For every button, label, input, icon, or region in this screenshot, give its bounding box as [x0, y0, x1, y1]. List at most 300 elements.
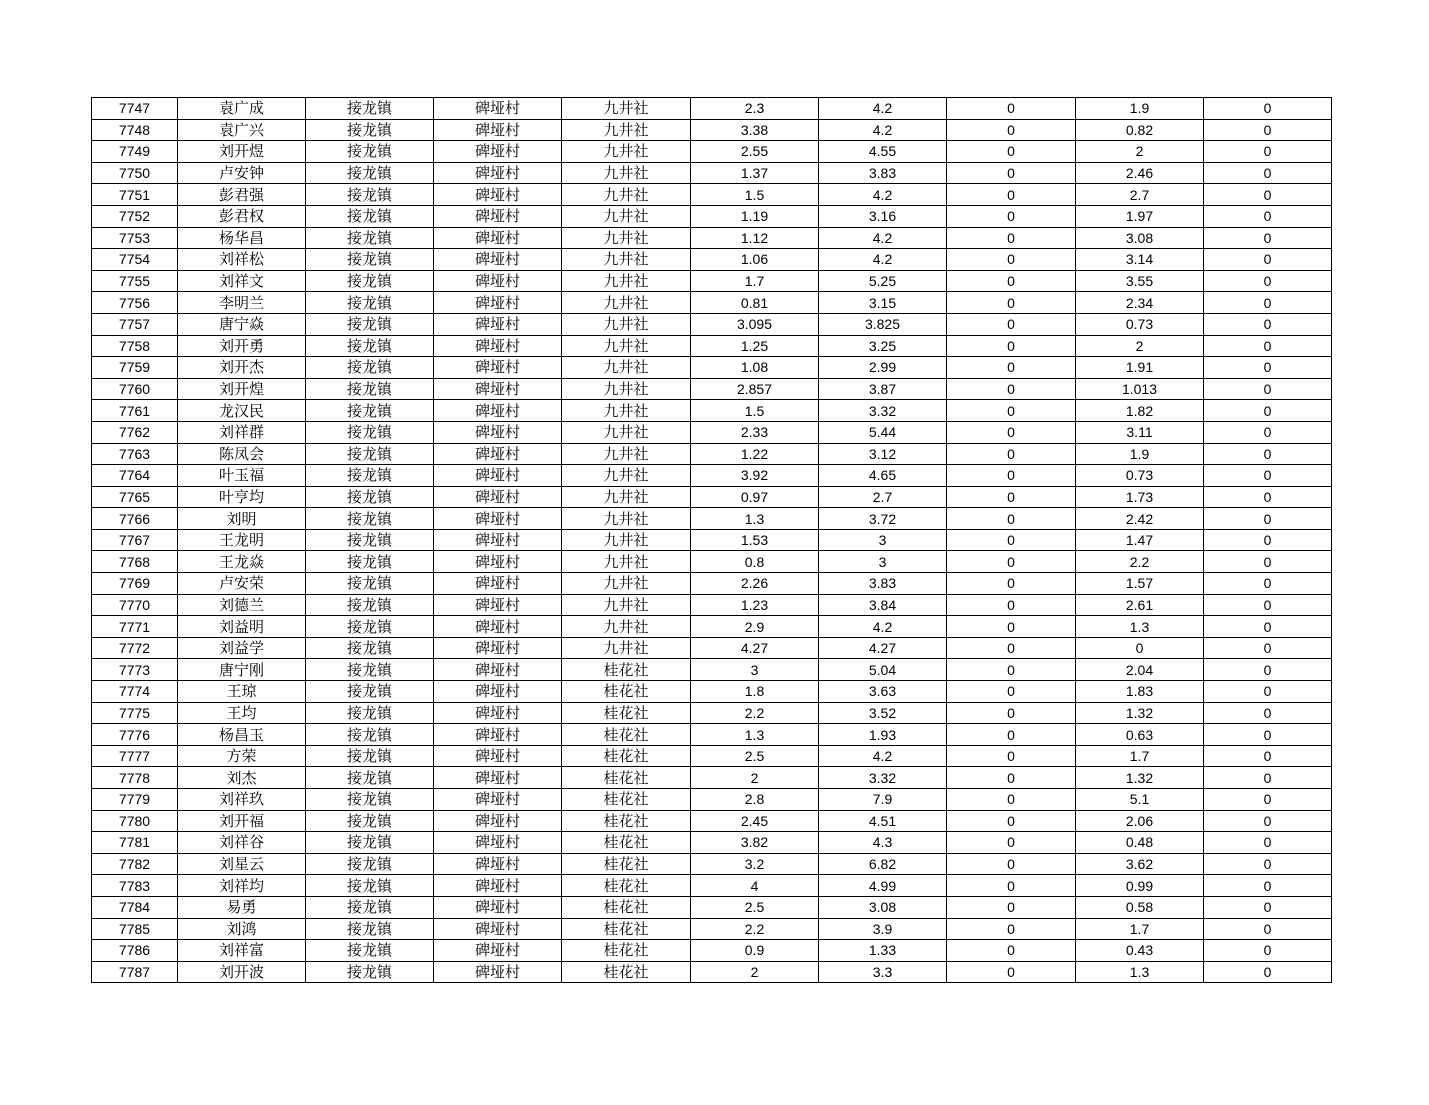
- group-cell: 九井社: [562, 119, 691, 141]
- id-cell: 7776: [92, 724, 178, 746]
- table-row: [92, 659, 1332, 681]
- value-e-cell: 0: [1204, 637, 1332, 659]
- value-e-cell: 0: [1204, 940, 1332, 962]
- table-row: [92, 896, 1332, 918]
- value-a-cell: 0.97: [691, 486, 819, 508]
- value-b-cell: 3.12: [819, 443, 947, 465]
- town-cell: 接龙镇: [306, 378, 434, 400]
- town-cell: 接龙镇: [306, 508, 434, 530]
- name-cell: 刘益明: [178, 616, 306, 638]
- town-cell: 接龙镇: [306, 573, 434, 595]
- value-e-cell: 0: [1204, 724, 1332, 746]
- group-cell: 九井社: [562, 508, 691, 530]
- value-c-cell: 0: [947, 184, 1076, 206]
- town-cell: 接龙镇: [306, 745, 434, 767]
- town-cell: 接龙镇: [306, 940, 434, 962]
- value-b-cell: 3.25: [819, 335, 947, 357]
- name-cell: 刘开杰: [178, 357, 306, 379]
- value-e-cell: 0: [1204, 789, 1332, 811]
- table-row: [92, 529, 1332, 551]
- town-cell: 接龙镇: [306, 616, 434, 638]
- village-cell: 碑垭村: [434, 702, 562, 724]
- table-row: [92, 141, 1332, 163]
- value-a-cell: 2.8: [691, 789, 819, 811]
- value-c-cell: 0: [947, 681, 1076, 703]
- group-cell: 九井社: [562, 205, 691, 227]
- value-c-cell: 0: [947, 853, 1076, 875]
- group-cell: 九井社: [562, 141, 691, 163]
- value-e-cell: 0: [1204, 875, 1332, 897]
- village-cell: 碑垭村: [434, 292, 562, 314]
- value-e-cell: 0: [1204, 896, 1332, 918]
- group-cell: 九井社: [562, 357, 691, 379]
- value-d-cell: 1.91: [1076, 357, 1204, 379]
- group-cell: 九井社: [562, 162, 691, 184]
- table-row: [92, 162, 1332, 184]
- value-b-cell: 3.87: [819, 378, 947, 400]
- value-a-cell: 1.08: [691, 357, 819, 379]
- name-cell: 刘祥富: [178, 940, 306, 962]
- value-a-cell: 1.22: [691, 443, 819, 465]
- village-cell: 碑垭村: [434, 767, 562, 789]
- group-cell: 九井社: [562, 98, 691, 120]
- value-e-cell: 0: [1204, 681, 1332, 703]
- value-d-cell: 1.47: [1076, 529, 1204, 551]
- value-e-cell: 0: [1204, 508, 1332, 530]
- id-cell: 7779: [92, 789, 178, 811]
- id-cell: 7759: [92, 357, 178, 379]
- value-a-cell: 3.92: [691, 465, 819, 487]
- village-cell: 碑垭村: [434, 832, 562, 854]
- value-d-cell: 0.43: [1076, 940, 1204, 962]
- village-cell: 碑垭村: [434, 810, 562, 832]
- group-cell: 九井社: [562, 616, 691, 638]
- value-d-cell: 1.013: [1076, 378, 1204, 400]
- value-b-cell: 7.9: [819, 789, 947, 811]
- value-a-cell: 2: [691, 961, 819, 983]
- table-row: [92, 918, 1332, 940]
- town-cell: 接龙镇: [306, 141, 434, 163]
- value-c-cell: 0: [947, 357, 1076, 379]
- name-cell: 王龙明: [178, 529, 306, 551]
- id-cell: 7747: [92, 98, 178, 120]
- value-a-cell: 2.5: [691, 896, 819, 918]
- value-d-cell: 3.11: [1076, 421, 1204, 443]
- table-row: [92, 98, 1332, 120]
- name-cell: 刘开煜: [178, 141, 306, 163]
- name-cell: 叶亨均: [178, 486, 306, 508]
- town-cell: 接龙镇: [306, 767, 434, 789]
- value-d-cell: 2.2: [1076, 551, 1204, 573]
- town-cell: 接龙镇: [306, 659, 434, 681]
- value-d-cell: 2.46: [1076, 162, 1204, 184]
- name-cell: 刘益学: [178, 637, 306, 659]
- value-a-cell: 1.37: [691, 162, 819, 184]
- name-cell: 卢安钟: [178, 162, 306, 184]
- group-cell: 桂花社: [562, 724, 691, 746]
- value-d-cell: 3.55: [1076, 270, 1204, 292]
- group-cell: 九井社: [562, 551, 691, 573]
- value-c-cell: 0: [947, 594, 1076, 616]
- id-cell: 7777: [92, 745, 178, 767]
- village-cell: 碑垭村: [434, 594, 562, 616]
- value-c-cell: 0: [947, 529, 1076, 551]
- village-cell: 碑垭村: [434, 875, 562, 897]
- table-row: [92, 378, 1332, 400]
- value-e-cell: 0: [1204, 616, 1332, 638]
- table-row: [92, 227, 1332, 249]
- value-d-cell: 3.08: [1076, 227, 1204, 249]
- value-c-cell: 0: [947, 270, 1076, 292]
- value-d-cell: 5.1: [1076, 789, 1204, 811]
- value-a-cell: 3.2: [691, 853, 819, 875]
- value-c-cell: 0: [947, 98, 1076, 120]
- value-a-cell: 3: [691, 659, 819, 681]
- name-cell: 刘开煌: [178, 378, 306, 400]
- name-cell: 彭君权: [178, 205, 306, 227]
- group-cell: 九井社: [562, 594, 691, 616]
- value-b-cell: 4.55: [819, 141, 947, 163]
- town-cell: 接龙镇: [306, 551, 434, 573]
- value-a-cell: 3.38: [691, 119, 819, 141]
- name-cell: 王均: [178, 702, 306, 724]
- value-b-cell: 6.82: [819, 853, 947, 875]
- value-e-cell: 0: [1204, 594, 1332, 616]
- value-e-cell: 0: [1204, 335, 1332, 357]
- value-d-cell: 2.04: [1076, 659, 1204, 681]
- value-b-cell: 1.93: [819, 724, 947, 746]
- value-c-cell: 0: [947, 141, 1076, 163]
- value-d-cell: 2: [1076, 141, 1204, 163]
- value-d-cell: 0.58: [1076, 896, 1204, 918]
- value-d-cell: 2.42: [1076, 508, 1204, 530]
- value-c-cell: 0: [947, 616, 1076, 638]
- value-b-cell: 4.2: [819, 98, 947, 120]
- value-c-cell: 0: [947, 443, 1076, 465]
- value-c-cell: 0: [947, 486, 1076, 508]
- name-cell: 彭君强: [178, 184, 306, 206]
- group-cell: 九井社: [562, 184, 691, 206]
- value-d-cell: 0: [1076, 637, 1204, 659]
- table-row: [92, 875, 1332, 897]
- village-cell: 碑垭村: [434, 940, 562, 962]
- value-d-cell: 1.32: [1076, 767, 1204, 789]
- id-cell: 7775: [92, 702, 178, 724]
- value-e-cell: 0: [1204, 378, 1332, 400]
- value-b-cell: 4.2: [819, 745, 947, 767]
- village-cell: 碑垭村: [434, 486, 562, 508]
- village-cell: 碑垭村: [434, 551, 562, 573]
- village-cell: 碑垭村: [434, 745, 562, 767]
- value-b-cell: 5.25: [819, 270, 947, 292]
- value-d-cell: 2.61: [1076, 594, 1204, 616]
- name-cell: 方荣: [178, 745, 306, 767]
- id-cell: 7762: [92, 421, 178, 443]
- value-d-cell: 2.06: [1076, 810, 1204, 832]
- id-cell: 7766: [92, 508, 178, 530]
- town-cell: 接龙镇: [306, 961, 434, 983]
- group-cell: 桂花社: [562, 789, 691, 811]
- id-cell: 7787: [92, 961, 178, 983]
- value-d-cell: 1.7: [1076, 918, 1204, 940]
- value-b-cell: 4.65: [819, 465, 947, 487]
- value-e-cell: 0: [1204, 961, 1332, 983]
- group-cell: 桂花社: [562, 810, 691, 832]
- value-c-cell: 0: [947, 313, 1076, 335]
- name-cell: 刘开福: [178, 810, 306, 832]
- name-cell: 刘祥松: [178, 249, 306, 271]
- group-cell: 桂花社: [562, 961, 691, 983]
- value-b-cell: 3.83: [819, 573, 947, 595]
- table-row: [92, 184, 1332, 206]
- name-cell: 袁广兴: [178, 119, 306, 141]
- id-cell: 7785: [92, 918, 178, 940]
- value-c-cell: 0: [947, 702, 1076, 724]
- name-cell: 唐宁刚: [178, 659, 306, 681]
- village-cell: 碑垭村: [434, 853, 562, 875]
- town-cell: 接龙镇: [306, 313, 434, 335]
- id-cell: 7751: [92, 184, 178, 206]
- value-a-cell: 2.3: [691, 98, 819, 120]
- value-b-cell: 1.33: [819, 940, 947, 962]
- name-cell: 刘开勇: [178, 335, 306, 357]
- value-e-cell: 0: [1204, 205, 1332, 227]
- value-c-cell: 0: [947, 400, 1076, 422]
- town-cell: 接龙镇: [306, 810, 434, 832]
- value-c-cell: 0: [947, 292, 1076, 314]
- table-row: [92, 789, 1332, 811]
- group-cell: 九井社: [562, 637, 691, 659]
- value-c-cell: 0: [947, 162, 1076, 184]
- id-cell: 7758: [92, 335, 178, 357]
- value-d-cell: 3.14: [1076, 249, 1204, 271]
- value-d-cell: 1.9: [1076, 443, 1204, 465]
- value-c-cell: 0: [947, 832, 1076, 854]
- value-d-cell: 0.63: [1076, 724, 1204, 746]
- value-b-cell: 3: [819, 551, 947, 573]
- group-cell: 桂花社: [562, 940, 691, 962]
- name-cell: 陈凤会: [178, 443, 306, 465]
- value-e-cell: 0: [1204, 141, 1332, 163]
- value-a-cell: 3.095: [691, 313, 819, 335]
- table-row: [92, 357, 1332, 379]
- town-cell: 接龙镇: [306, 594, 434, 616]
- value-a-cell: 1.5: [691, 184, 819, 206]
- village-cell: 碑垭村: [434, 98, 562, 120]
- value-c-cell: 0: [947, 378, 1076, 400]
- name-cell: 刘祥谷: [178, 832, 306, 854]
- table-row: [92, 508, 1332, 530]
- table-row: [92, 810, 1332, 832]
- id-cell: 7757: [92, 313, 178, 335]
- id-cell: 7773: [92, 659, 178, 681]
- village-cell: 碑垭村: [434, 421, 562, 443]
- village-cell: 碑垭村: [434, 918, 562, 940]
- village-cell: 碑垭村: [434, 659, 562, 681]
- village-cell: 碑垭村: [434, 119, 562, 141]
- value-b-cell: 3.32: [819, 767, 947, 789]
- name-cell: 刘祥均: [178, 875, 306, 897]
- table-row: [92, 443, 1332, 465]
- value-d-cell: 1.3: [1076, 616, 1204, 638]
- group-cell: 九井社: [562, 335, 691, 357]
- group-cell: 桂花社: [562, 875, 691, 897]
- value-d-cell: 1.82: [1076, 400, 1204, 422]
- town-cell: 接龙镇: [306, 918, 434, 940]
- value-e-cell: 0: [1204, 918, 1332, 940]
- group-cell: 桂花社: [562, 832, 691, 854]
- id-cell: 7781: [92, 832, 178, 854]
- id-cell: 7748: [92, 119, 178, 141]
- table-row: [92, 702, 1332, 724]
- value-b-cell: 3.08: [819, 896, 947, 918]
- value-c-cell: 0: [947, 421, 1076, 443]
- value-b-cell: 3.63: [819, 681, 947, 703]
- value-b-cell: 3.825: [819, 313, 947, 335]
- town-cell: 接龙镇: [306, 205, 434, 227]
- id-cell: 7763: [92, 443, 178, 465]
- value-c-cell: 0: [947, 573, 1076, 595]
- value-d-cell: 1.7: [1076, 745, 1204, 767]
- value-e-cell: 0: [1204, 162, 1332, 184]
- value-d-cell: 0.99: [1076, 875, 1204, 897]
- value-e-cell: 0: [1204, 745, 1332, 767]
- value-b-cell: 3.15: [819, 292, 947, 314]
- group-cell: 九井社: [562, 270, 691, 292]
- value-e-cell: 0: [1204, 529, 1332, 551]
- value-d-cell: 1.32: [1076, 702, 1204, 724]
- town-cell: 接龙镇: [306, 702, 434, 724]
- table-row: [92, 681, 1332, 703]
- town-cell: 接龙镇: [306, 357, 434, 379]
- data-table: [91, 97, 1332, 983]
- group-cell: 桂花社: [562, 767, 691, 789]
- table-row: [92, 961, 1332, 983]
- value-e-cell: 0: [1204, 573, 1332, 595]
- value-a-cell: 4.27: [691, 637, 819, 659]
- value-a-cell: 2.2: [691, 702, 819, 724]
- value-b-cell: 3.32: [819, 400, 947, 422]
- value-b-cell: 4.2: [819, 184, 947, 206]
- value-e-cell: 0: [1204, 659, 1332, 681]
- id-cell: 7771: [92, 616, 178, 638]
- group-cell: 九井社: [562, 465, 691, 487]
- village-cell: 碑垭村: [434, 205, 562, 227]
- group-cell: 九井社: [562, 227, 691, 249]
- village-cell: 碑垭村: [434, 249, 562, 271]
- id-cell: 7778: [92, 767, 178, 789]
- value-a-cell: 2.26: [691, 573, 819, 595]
- value-c-cell: 0: [947, 961, 1076, 983]
- group-cell: 桂花社: [562, 745, 691, 767]
- value-c-cell: 0: [947, 918, 1076, 940]
- group-cell: 九井社: [562, 443, 691, 465]
- village-cell: 碑垭村: [434, 961, 562, 983]
- value-c-cell: 0: [947, 249, 1076, 271]
- value-c-cell: 0: [947, 335, 1076, 357]
- table-body: [92, 98, 1332, 983]
- group-cell: 桂花社: [562, 659, 691, 681]
- group-cell: 桂花社: [562, 702, 691, 724]
- value-a-cell: 0.8: [691, 551, 819, 573]
- value-a-cell: 1.23: [691, 594, 819, 616]
- value-c-cell: 0: [947, 745, 1076, 767]
- value-d-cell: 0.73: [1076, 313, 1204, 335]
- value-e-cell: 0: [1204, 702, 1332, 724]
- table-row: [92, 551, 1332, 573]
- value-b-cell: 3: [819, 529, 947, 551]
- town-cell: 接龙镇: [306, 681, 434, 703]
- value-a-cell: 2.33: [691, 421, 819, 443]
- town-cell: 接龙镇: [306, 724, 434, 746]
- table-row: [92, 940, 1332, 962]
- value-c-cell: 0: [947, 637, 1076, 659]
- town-cell: 接龙镇: [306, 98, 434, 120]
- value-a-cell: 1.25: [691, 335, 819, 357]
- id-cell: 7768: [92, 551, 178, 573]
- name-cell: 刘杰: [178, 767, 306, 789]
- village-cell: 碑垭村: [434, 443, 562, 465]
- table-row: [92, 335, 1332, 357]
- village-cell: 碑垭村: [434, 400, 562, 422]
- value-e-cell: 0: [1204, 853, 1332, 875]
- village-cell: 碑垭村: [434, 616, 562, 638]
- id-cell: 7753: [92, 227, 178, 249]
- group-cell: 桂花社: [562, 896, 691, 918]
- group-cell: 九井社: [562, 378, 691, 400]
- name-cell: 易勇: [178, 896, 306, 918]
- value-c-cell: 0: [947, 227, 1076, 249]
- id-cell: 7783: [92, 875, 178, 897]
- value-b-cell: 4.2: [819, 616, 947, 638]
- village-cell: 碑垭村: [434, 529, 562, 551]
- value-d-cell: 3.62: [1076, 853, 1204, 875]
- table-row: [92, 465, 1332, 487]
- id-cell: 7765: [92, 486, 178, 508]
- village-cell: 碑垭村: [434, 465, 562, 487]
- name-cell: 刘鸿: [178, 918, 306, 940]
- table-row: [92, 292, 1332, 314]
- value-e-cell: 0: [1204, 810, 1332, 832]
- value-b-cell: 4.27: [819, 637, 947, 659]
- value-e-cell: 0: [1204, 465, 1332, 487]
- village-cell: 碑垭村: [434, 724, 562, 746]
- value-e-cell: 0: [1204, 249, 1332, 271]
- id-cell: 7764: [92, 465, 178, 487]
- value-b-cell: 4.3: [819, 832, 947, 854]
- id-cell: 7769: [92, 573, 178, 595]
- value-b-cell: 4.2: [819, 119, 947, 141]
- id-cell: 7755: [92, 270, 178, 292]
- table-row: [92, 637, 1332, 659]
- value-b-cell: 4.51: [819, 810, 947, 832]
- value-a-cell: 1.12: [691, 227, 819, 249]
- table-row: [92, 724, 1332, 746]
- group-cell: 九井社: [562, 573, 691, 595]
- value-b-cell: 4.2: [819, 249, 947, 271]
- value-b-cell: 3.84: [819, 594, 947, 616]
- value-a-cell: 1.7: [691, 270, 819, 292]
- value-b-cell: 5.04: [819, 659, 947, 681]
- group-cell: 桂花社: [562, 918, 691, 940]
- value-b-cell: 3.9: [819, 918, 947, 940]
- group-cell: 九井社: [562, 529, 691, 551]
- village-cell: 碑垭村: [434, 681, 562, 703]
- value-b-cell: 3.16: [819, 205, 947, 227]
- table-row: [92, 573, 1332, 595]
- group-cell: 九井社: [562, 421, 691, 443]
- village-cell: 碑垭村: [434, 184, 562, 206]
